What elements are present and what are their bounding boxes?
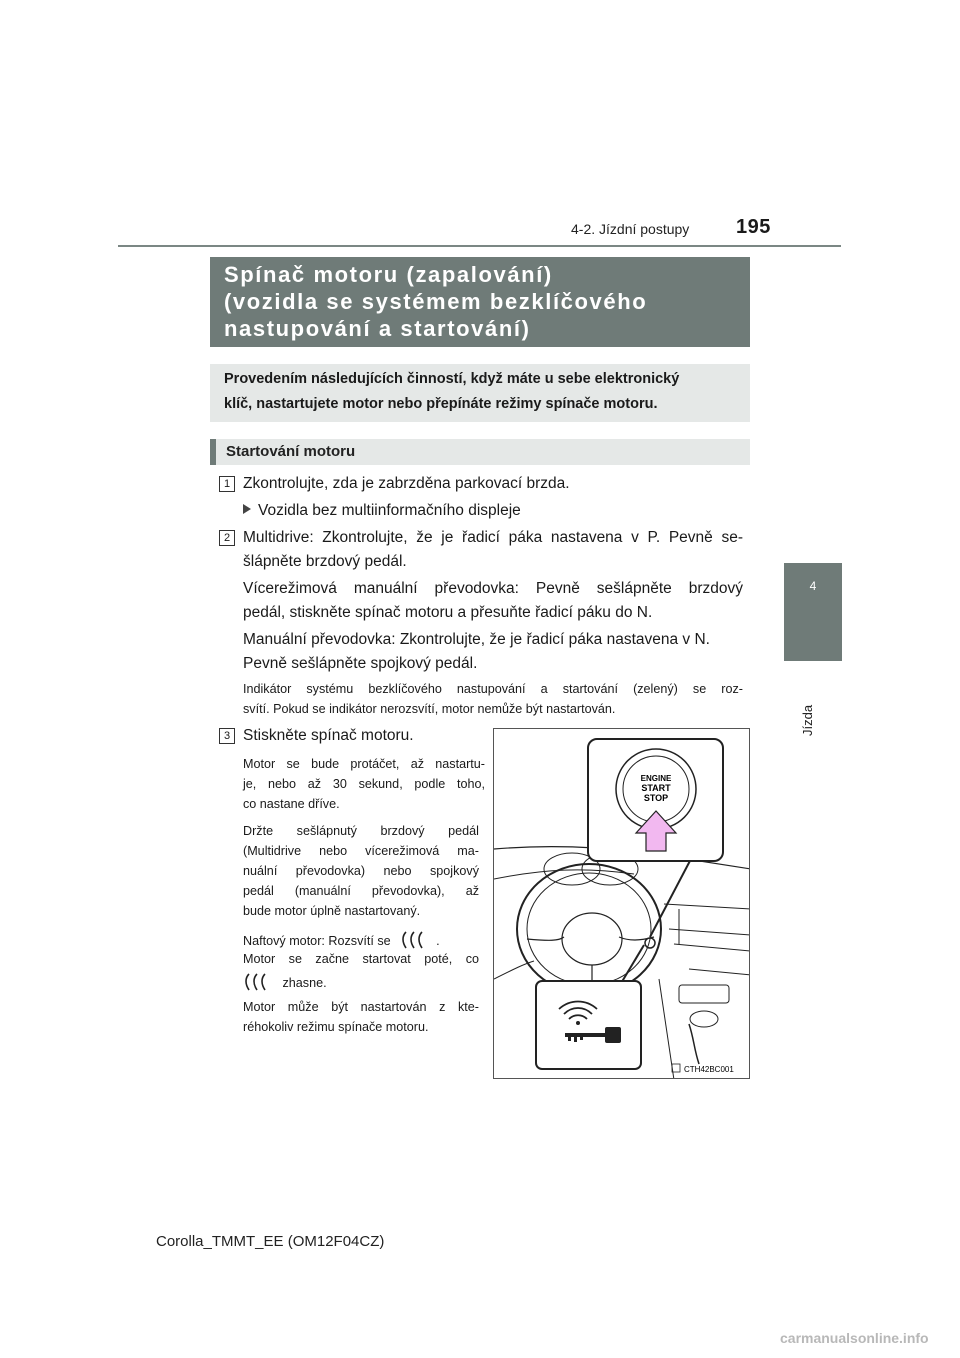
step-1-text: Zkontrolujte, zda je zabrzděna parkovací brzda. xyxy=(243,475,570,492)
engine-start-illustration xyxy=(493,728,750,1079)
figure-code: CTH42BC001 xyxy=(684,1065,734,1074)
button-label-engine: ENGINE xyxy=(640,774,672,783)
subheading-text: Startování motoru xyxy=(226,443,356,460)
step-2-line-1: Multidrive: Zkontrolujte, že je řadicí páka nastavena v P. Pevně se- xyxy=(243,529,743,546)
page-number: 195 xyxy=(736,216,771,238)
step-2-number: 2 xyxy=(219,530,235,546)
triangle-bullet-icon xyxy=(243,504,251,514)
step-3-text: Stiskněte spínač motoru. xyxy=(243,727,414,744)
note-4-line-1: Motor může být nastartován z kte- xyxy=(243,1000,479,1014)
note-2-line-3: nuální převodovka) nebo spojkový xyxy=(243,864,479,878)
dashboard-drawing xyxy=(494,729,750,1079)
step-2-line-2: šlápněte brzdový pedál. xyxy=(243,553,407,570)
intro-line-2: klíč, nastartujete motor nebo přepínáte režimy spínače motoru. xyxy=(224,396,658,412)
step-3-number: 3 xyxy=(219,728,235,744)
note-1-line-3: co nastane dříve. xyxy=(243,797,340,811)
step-2-line-6: Pevně sešlápněte spojkový pedál. xyxy=(243,655,478,672)
chapter-tab xyxy=(784,563,842,661)
section-reference: 4-2. Jízdní postupy xyxy=(571,221,690,237)
condition-bullet xyxy=(243,502,521,520)
step-2-line-3: Vícerežimová manuální převodovka: Pevně sešlápněte brzdový xyxy=(243,580,743,597)
note-2-line-1: Držte sešlápnutý brzdový pedál xyxy=(243,824,479,838)
chapter-number: 4 xyxy=(809,579,817,593)
title-line-3: nastupování a startování) xyxy=(224,316,531,341)
step-1-number: 1 xyxy=(219,476,235,492)
glow-plug-indicator-icon xyxy=(243,973,279,991)
note-3-line-1 xyxy=(243,931,440,949)
note-3-line-3-text: zhasne. xyxy=(282,976,327,990)
title-line-2: (vozidla se systémem bezklíčového xyxy=(224,289,648,314)
note-4-line-2: réhokoliv režimu spínače motoru. xyxy=(243,1020,429,1034)
glow-plug-indicator-icon xyxy=(400,931,436,949)
note-3-line-1-period: . xyxy=(436,934,440,948)
note-2-line-5: bude motor úplně nastartovaný. xyxy=(243,904,421,918)
step-2-line-5: Manuální převodovka: Zkontrolujte, že je řadicí páka nastavena v N. xyxy=(243,631,710,648)
step-2-note-line-2: svítí. Pokud se indikátor nerozsvítí, motor nemůže být nastartován. xyxy=(243,702,616,716)
title-line-1: Spínač motoru (zapalování) xyxy=(224,262,553,287)
step-2-line-4: pedál, stiskněte spínač motoru a přesuňte řadicí páku do N. xyxy=(243,604,653,621)
note-3-line-3 xyxy=(243,973,327,991)
intro-line-1: Provedením následujících činností, když máte u sebe elektronický xyxy=(224,371,680,387)
watermark: carmanualsonline.info xyxy=(780,1330,929,1346)
condition-bullet-text: Vozidla bez multiinformačního displeje xyxy=(258,502,521,519)
button-label-stop: STOP xyxy=(643,793,669,803)
note-2-line-2: (Multidrive nebo vícerežimová ma- xyxy=(243,844,479,858)
step-2-note-line-1: Indikátor systému bezklíčového nastupování a startování (zelený) se roz- xyxy=(243,682,743,696)
header-divider xyxy=(118,245,841,247)
chapter-label: Jízda xyxy=(800,704,815,736)
note-1-line-2: je, nebo až 30 sekund, podle toho, xyxy=(243,777,485,791)
note-3-line-1-text: Naftový motor: Rozsvítí se xyxy=(243,934,391,948)
page-footer: Corolla_TMMT_EE (OM12F04CZ) xyxy=(156,1233,385,1250)
note-1-line-1: Motor se bude protáčet, až nastartu- xyxy=(243,757,485,771)
button-label-start: START xyxy=(641,783,671,793)
subheading-bar xyxy=(210,439,750,465)
note-2-line-4: pedál (manuální převodovka), až xyxy=(243,884,479,898)
note-3-line-2: Motor se začne startovat poté, co xyxy=(243,952,479,966)
